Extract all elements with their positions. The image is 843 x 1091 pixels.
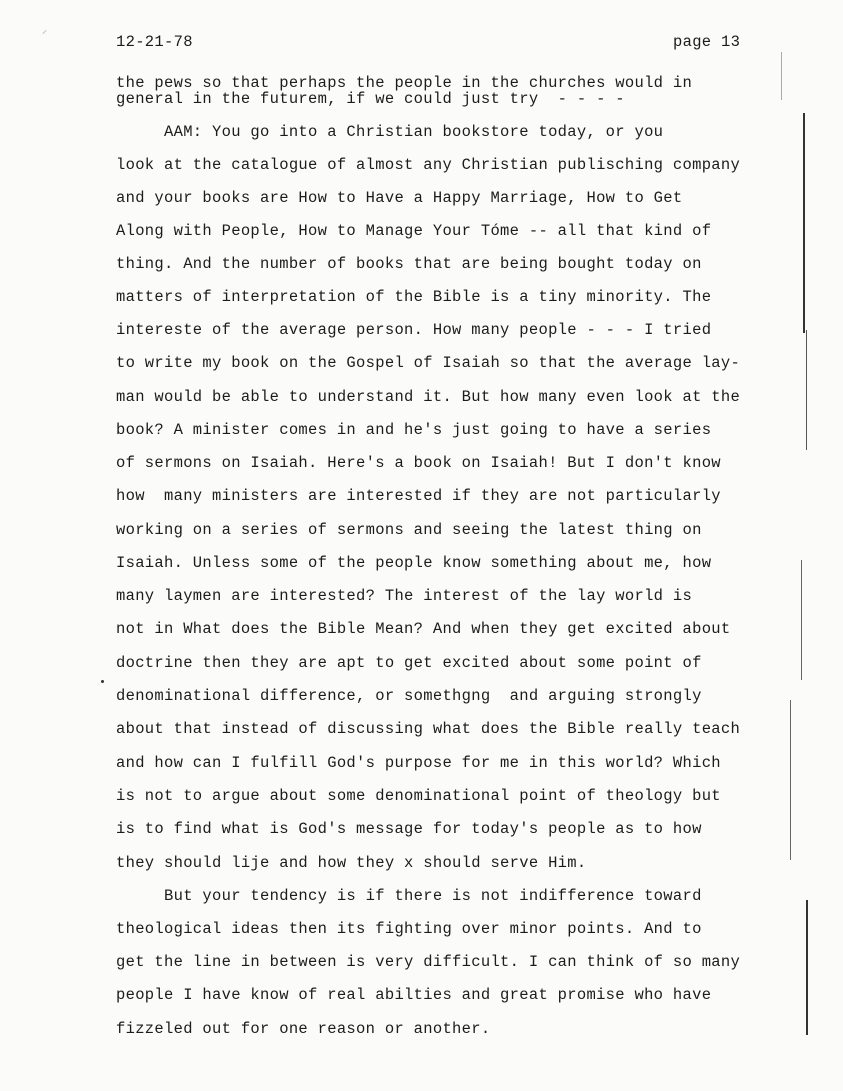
text-line: not in What does the Bible Mean? And when they get excited about xyxy=(116,620,731,638)
margin-mark xyxy=(803,113,805,333)
text-line: thing. And the number of books that are being bought today on xyxy=(116,255,702,273)
page-number: page 13 xyxy=(673,33,741,51)
text-line: is not to argue about some denominational point of theology but xyxy=(116,787,721,805)
text-line: book? A minister comes in and he's just going to have a series xyxy=(116,421,712,439)
text-line: intereste of the average person. How many people - - - I tried xyxy=(116,321,712,339)
text-line: Along with People, How to Manage Your Tóme -- all that kind of xyxy=(116,222,712,240)
margin-mark xyxy=(806,330,807,450)
text-line: they should lije and how they x should serve Him. xyxy=(116,854,587,872)
margin-dot xyxy=(101,680,104,683)
intro-lines xyxy=(116,75,692,107)
text-line: general in the futurem, if we could just try - - - - xyxy=(116,90,625,108)
text-line: look at the catalogue of almost any Christian publisching company xyxy=(116,156,741,174)
text-line: working on a series of sermons and seeing the latest thing on xyxy=(116,521,702,539)
scan-artifact: ⸝ xyxy=(42,26,47,37)
document-date: 12-21-78 xyxy=(116,33,193,51)
margin-mark xyxy=(806,900,808,1035)
margin-mark xyxy=(790,700,791,860)
text-line: matters of interpretation of the Bible is a tiny minority. The xyxy=(116,288,712,306)
text-line: fizzeled out for one reason or another. xyxy=(116,1020,491,1038)
text-line: denominational difference, or somethgng and arguing strongly xyxy=(116,687,702,705)
text-line: many laymen are interested? The interest of the lay world is xyxy=(116,587,693,605)
text-line: AAM: You go into a Christian bookstore today, or you xyxy=(116,123,664,141)
text-line: theological ideas then its fighting over minor points. And to xyxy=(116,920,702,938)
text-line: get the line in between is very difficult. I can think of so many xyxy=(116,953,741,971)
text-line: people I have know of real abilties and great promise who have xyxy=(116,986,712,1004)
text-line: Isaiah. Unless some of the people know something about me, how xyxy=(116,554,712,572)
text-line: how many ministers are interested if they are not particularly xyxy=(116,487,721,505)
text-line: But your tendency is if there is not indifference toward xyxy=(116,887,702,905)
text-line: about that instead of discussing what does the Bible really teach xyxy=(116,720,741,738)
text-line: of sermons on Isaiah. Here's a book on Isaiah! But I don't know xyxy=(116,454,721,472)
margin-mark xyxy=(801,560,802,680)
text-line: to write my book on the Gospel of Isaiah so that the average lay- xyxy=(116,354,741,372)
text-line: and how can I fulfill God's purpose for me in this world? Which xyxy=(116,754,721,772)
text-line: the pews so that perhaps the people in the churches would in xyxy=(116,74,693,92)
text-line: doctrine then they are apt to get excited about some point of xyxy=(116,654,702,672)
text-line: man would be able to understand it. But how many even look at the xyxy=(116,388,741,406)
text-line: is to find what is God's message for today's people as to how xyxy=(116,820,702,838)
text-line: and your books are How to Have a Happy Marriage, How to Get xyxy=(116,189,683,207)
margin-mark xyxy=(781,52,782,100)
